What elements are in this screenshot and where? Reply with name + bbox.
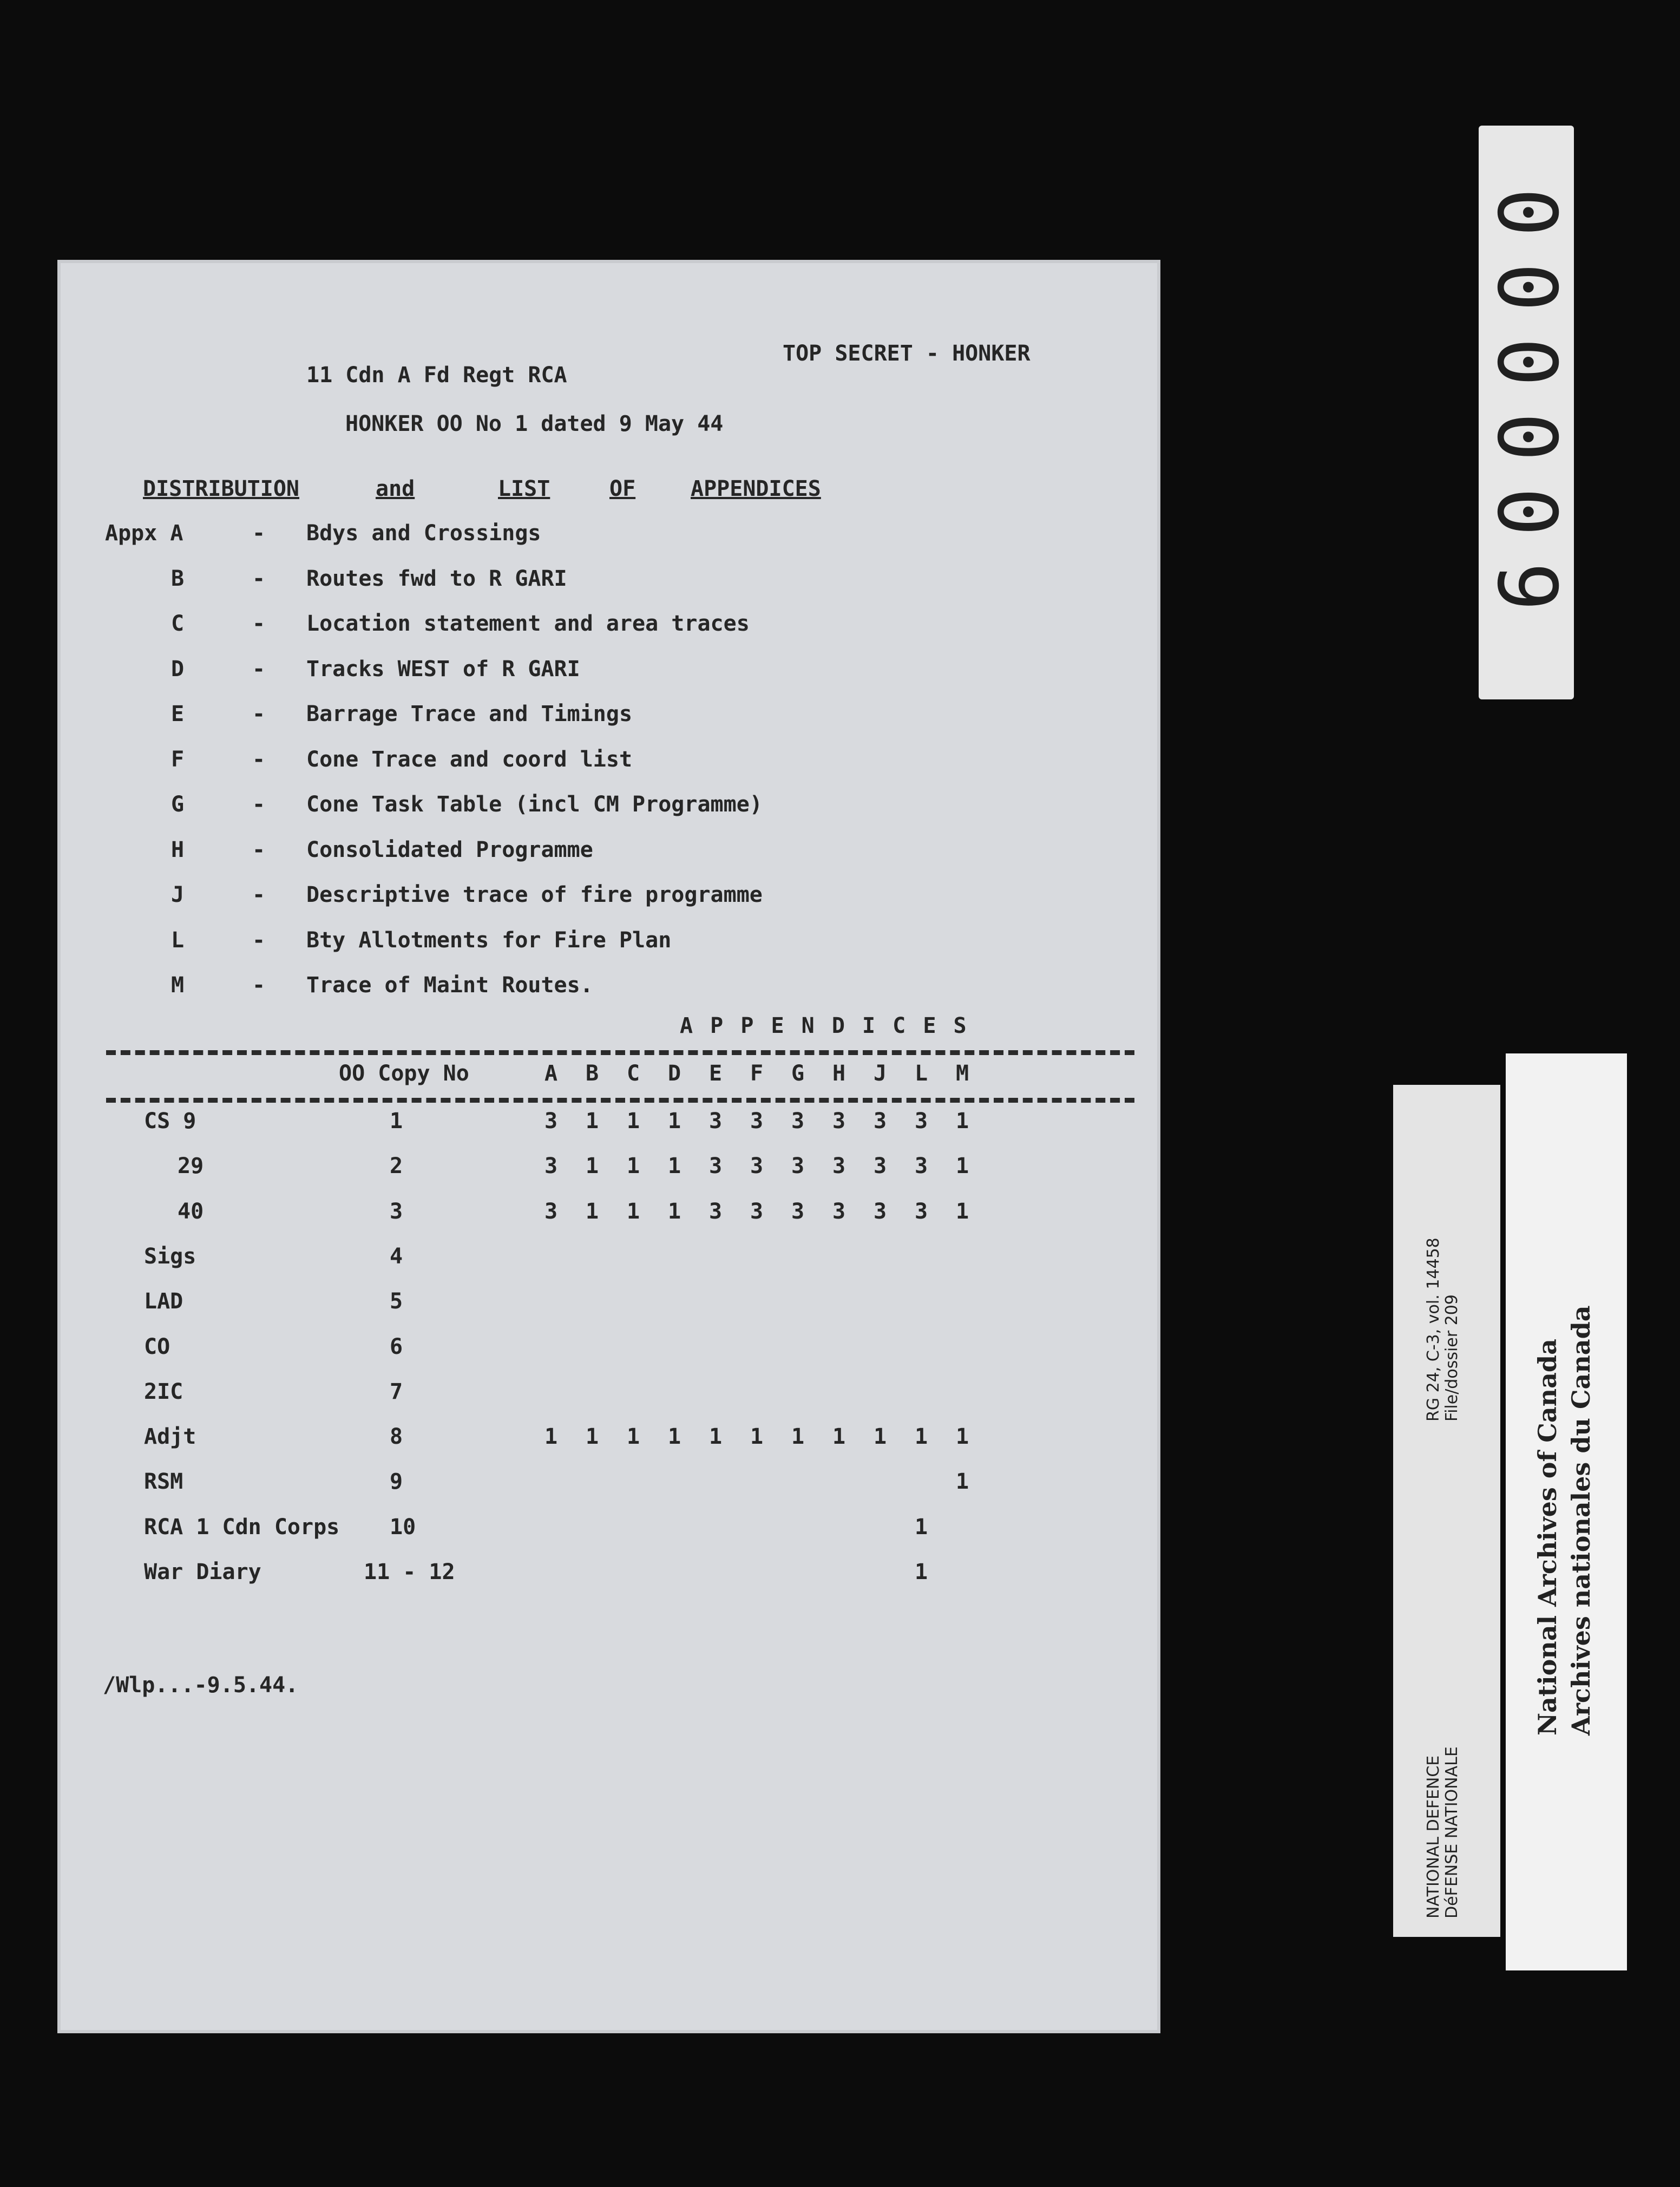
row-copy-number: 3	[390, 1199, 403, 1224]
table-cell: 1	[668, 1154, 681, 1179]
frame-number: 000009	[1479, 188, 1574, 637]
row-recipient: 29	[178, 1154, 204, 1179]
appendix-key: J	[171, 882, 185, 907]
table-cell: 1	[627, 1424, 640, 1450]
table-cell: 1	[956, 1469, 969, 1495]
appendix-key: Appx A	[105, 521, 183, 546]
table-cell: 3	[915, 1154, 928, 1179]
heading-word-4: OF	[609, 476, 636, 501]
table-cell: 1	[627, 1109, 640, 1134]
row-recipient: War Diary	[144, 1560, 261, 1584]
table-cell: 1	[915, 1514, 928, 1540]
row-copy-number: 5	[390, 1289, 403, 1314]
table-cell: 1	[956, 1424, 969, 1450]
table-cell: 1	[668, 1199, 681, 1224]
table-cell: 1	[791, 1424, 805, 1450]
table-cell: 1	[668, 1424, 681, 1450]
row-copy-number: 7	[390, 1379, 403, 1404]
appendix-key: L	[171, 927, 185, 953]
row-recipient: CS 9	[144, 1109, 196, 1134]
row-recipient: LAD	[144, 1289, 183, 1314]
table-cell: 1	[832, 1424, 846, 1450]
table-cell: 3	[791, 1154, 805, 1179]
heading-word-5: APPENDICES	[691, 476, 821, 501]
table-cell: 1	[586, 1154, 599, 1179]
archive-reference: RG 24, C-3, vol. 14458 File/dossier 209	[1424, 1237, 1461, 1422]
row-copy-number: 9	[390, 1469, 403, 1495]
table-cell: 3	[874, 1154, 887, 1179]
appendix-description: Barrage Trace and Timings	[306, 702, 633, 726]
footer-reference: /Wlp...-9.5.44.	[103, 1673, 299, 1698]
table-cell: 3	[915, 1199, 928, 1224]
table-cell: 3	[874, 1199, 887, 1224]
table-cell: 1	[915, 1560, 928, 1584]
table-cell: 1	[586, 1109, 599, 1134]
heading-word-3: LIST	[498, 476, 550, 501]
appendix-description: Tracks WEST of R GARI	[306, 656, 580, 682]
appendix-key: B	[171, 566, 185, 591]
appendix-key: G	[171, 792, 185, 817]
column-header: E	[709, 1061, 723, 1086]
row-recipient: Sigs	[144, 1243, 196, 1269]
appendix-dash: -	[252, 973, 266, 998]
table-cell: 1	[750, 1424, 764, 1450]
row-recipient: CO	[144, 1334, 170, 1359]
appendix-key: E	[171, 702, 185, 726]
department-label	[1393, 1085, 1500, 1937]
table-cell: 3	[832, 1109, 846, 1134]
table-cell: 1	[586, 1424, 599, 1450]
appendix-description: Cone Task Table (incl CM Programme)	[306, 792, 763, 817]
appendix-key: H	[171, 837, 185, 862]
table-cell: 1	[627, 1154, 640, 1179]
table-cell: 3	[709, 1109, 723, 1134]
archives-name: National Archives of Canada Archives nationales du Canada	[1533, 1305, 1596, 1736]
table-cell: 1	[874, 1424, 887, 1450]
appendix-key: C	[171, 611, 185, 636]
appendix-key: F	[171, 747, 185, 772]
table-cell: 3	[750, 1199, 764, 1224]
appendix-key: D	[171, 656, 185, 682]
table-cell: 1	[627, 1199, 640, 1224]
appendices-title: A P P E N D I C E S	[680, 1013, 969, 1038]
appendix-dash: -	[252, 837, 266, 862]
table-cell: 1	[915, 1424, 928, 1450]
row-copy-number: 1	[390, 1109, 403, 1134]
appendix-dash: -	[252, 747, 266, 772]
table-cell: 1	[709, 1424, 723, 1450]
table-cell: 3	[544, 1199, 558, 1224]
table-header-rule	[106, 1098, 1134, 1103]
column-header: J	[874, 1061, 887, 1086]
unit-name: 11 Cdn A Fd Regt RCA	[306, 363, 567, 388]
row-copy-number: 4	[390, 1243, 403, 1269]
appendix-description: Consolidated Programme	[306, 837, 593, 862]
table-cell: 1	[586, 1199, 599, 1224]
appendix-description: Location statement and area traces	[306, 611, 750, 636]
order-title: HONKER OO No 1 dated 9 May 44	[345, 411, 724, 436]
table-cell: 3	[750, 1109, 764, 1134]
heading-word-1: DISTRIBUTION	[143, 476, 299, 501]
appendix-description: Bdys and Crossings	[306, 521, 541, 546]
appendix-dash: -	[252, 566, 266, 591]
heading-word-2: and	[376, 476, 415, 501]
column-header: H	[832, 1061, 846, 1086]
column-header: G	[791, 1061, 805, 1086]
appendix-description: Trace of Maint Routes.	[306, 973, 593, 998]
appendix-dash: -	[252, 927, 266, 953]
table-cell: 3	[791, 1109, 805, 1134]
table-cell: 3	[709, 1154, 723, 1179]
column-header: M	[956, 1061, 969, 1086]
table-cell: 1	[956, 1154, 969, 1179]
table-cell: 1	[956, 1109, 969, 1134]
table-cell: 3	[915, 1109, 928, 1134]
document-page	[57, 260, 1160, 2033]
table-cell: 3	[544, 1109, 558, 1134]
row-recipient: 2IC	[144, 1379, 183, 1404]
department-name: NATIONAL DEFENCE DéFENSE NATIONALE	[1424, 1746, 1461, 1918]
table-cell: 3	[709, 1199, 723, 1224]
column-header: D	[668, 1061, 681, 1086]
appendix-description: Routes fwd to R GARI	[306, 566, 567, 591]
appendix-description: Cone Trace and coord list	[306, 747, 633, 772]
frame-number-label	[1479, 126, 1574, 699]
appendix-dash: -	[252, 882, 266, 907]
table-cell: 1	[956, 1199, 969, 1224]
appendix-dash: -	[252, 702, 266, 726]
table-cell: 1	[544, 1424, 558, 1450]
column-header: C	[627, 1061, 640, 1086]
column-header: B	[586, 1061, 599, 1086]
column-header: L	[915, 1061, 928, 1086]
column-header: F	[750, 1061, 764, 1086]
appendix-dash: -	[252, 792, 266, 817]
appendix-key: M	[171, 973, 185, 998]
copy-no-header: OO Copy No	[339, 1061, 469, 1086]
appendix-dash: -	[252, 611, 266, 636]
row-copy-number: 6	[390, 1334, 403, 1359]
appendix-dash: -	[252, 656, 266, 682]
row-recipient: RSM	[144, 1469, 183, 1495]
appendix-description: Descriptive trace of fire programme	[306, 882, 763, 907]
row-copy-number: 8	[390, 1424, 403, 1450]
appendix-dash: -	[252, 521, 266, 546]
table-cell: 3	[832, 1199, 846, 1224]
table-cell: 3	[544, 1154, 558, 1179]
row-recipient: Adjt	[144, 1424, 196, 1450]
row-copy-number: 2	[390, 1154, 403, 1179]
row-recipient: RCA 1 Cdn Corps	[144, 1514, 340, 1540]
classification-marking: TOP SECRET - HONKER	[783, 341, 1031, 366]
row-copy-number: 10	[390, 1514, 416, 1540]
table-cell: 3	[750, 1154, 764, 1179]
appendix-description: Bty Allotments for Fire Plan	[306, 927, 672, 953]
table-cell: 3	[832, 1154, 846, 1179]
row-recipient: 40	[178, 1199, 204, 1224]
column-header: A	[544, 1061, 558, 1086]
table-top-rule	[106, 1050, 1134, 1055]
archives-label	[1506, 1053, 1627, 1970]
document-body	[57, 260, 1160, 2033]
row-copy-number: 11 - 12	[364, 1560, 455, 1584]
table-cell: 3	[791, 1199, 805, 1224]
table-cell: 1	[668, 1109, 681, 1134]
table-cell: 3	[874, 1109, 887, 1134]
